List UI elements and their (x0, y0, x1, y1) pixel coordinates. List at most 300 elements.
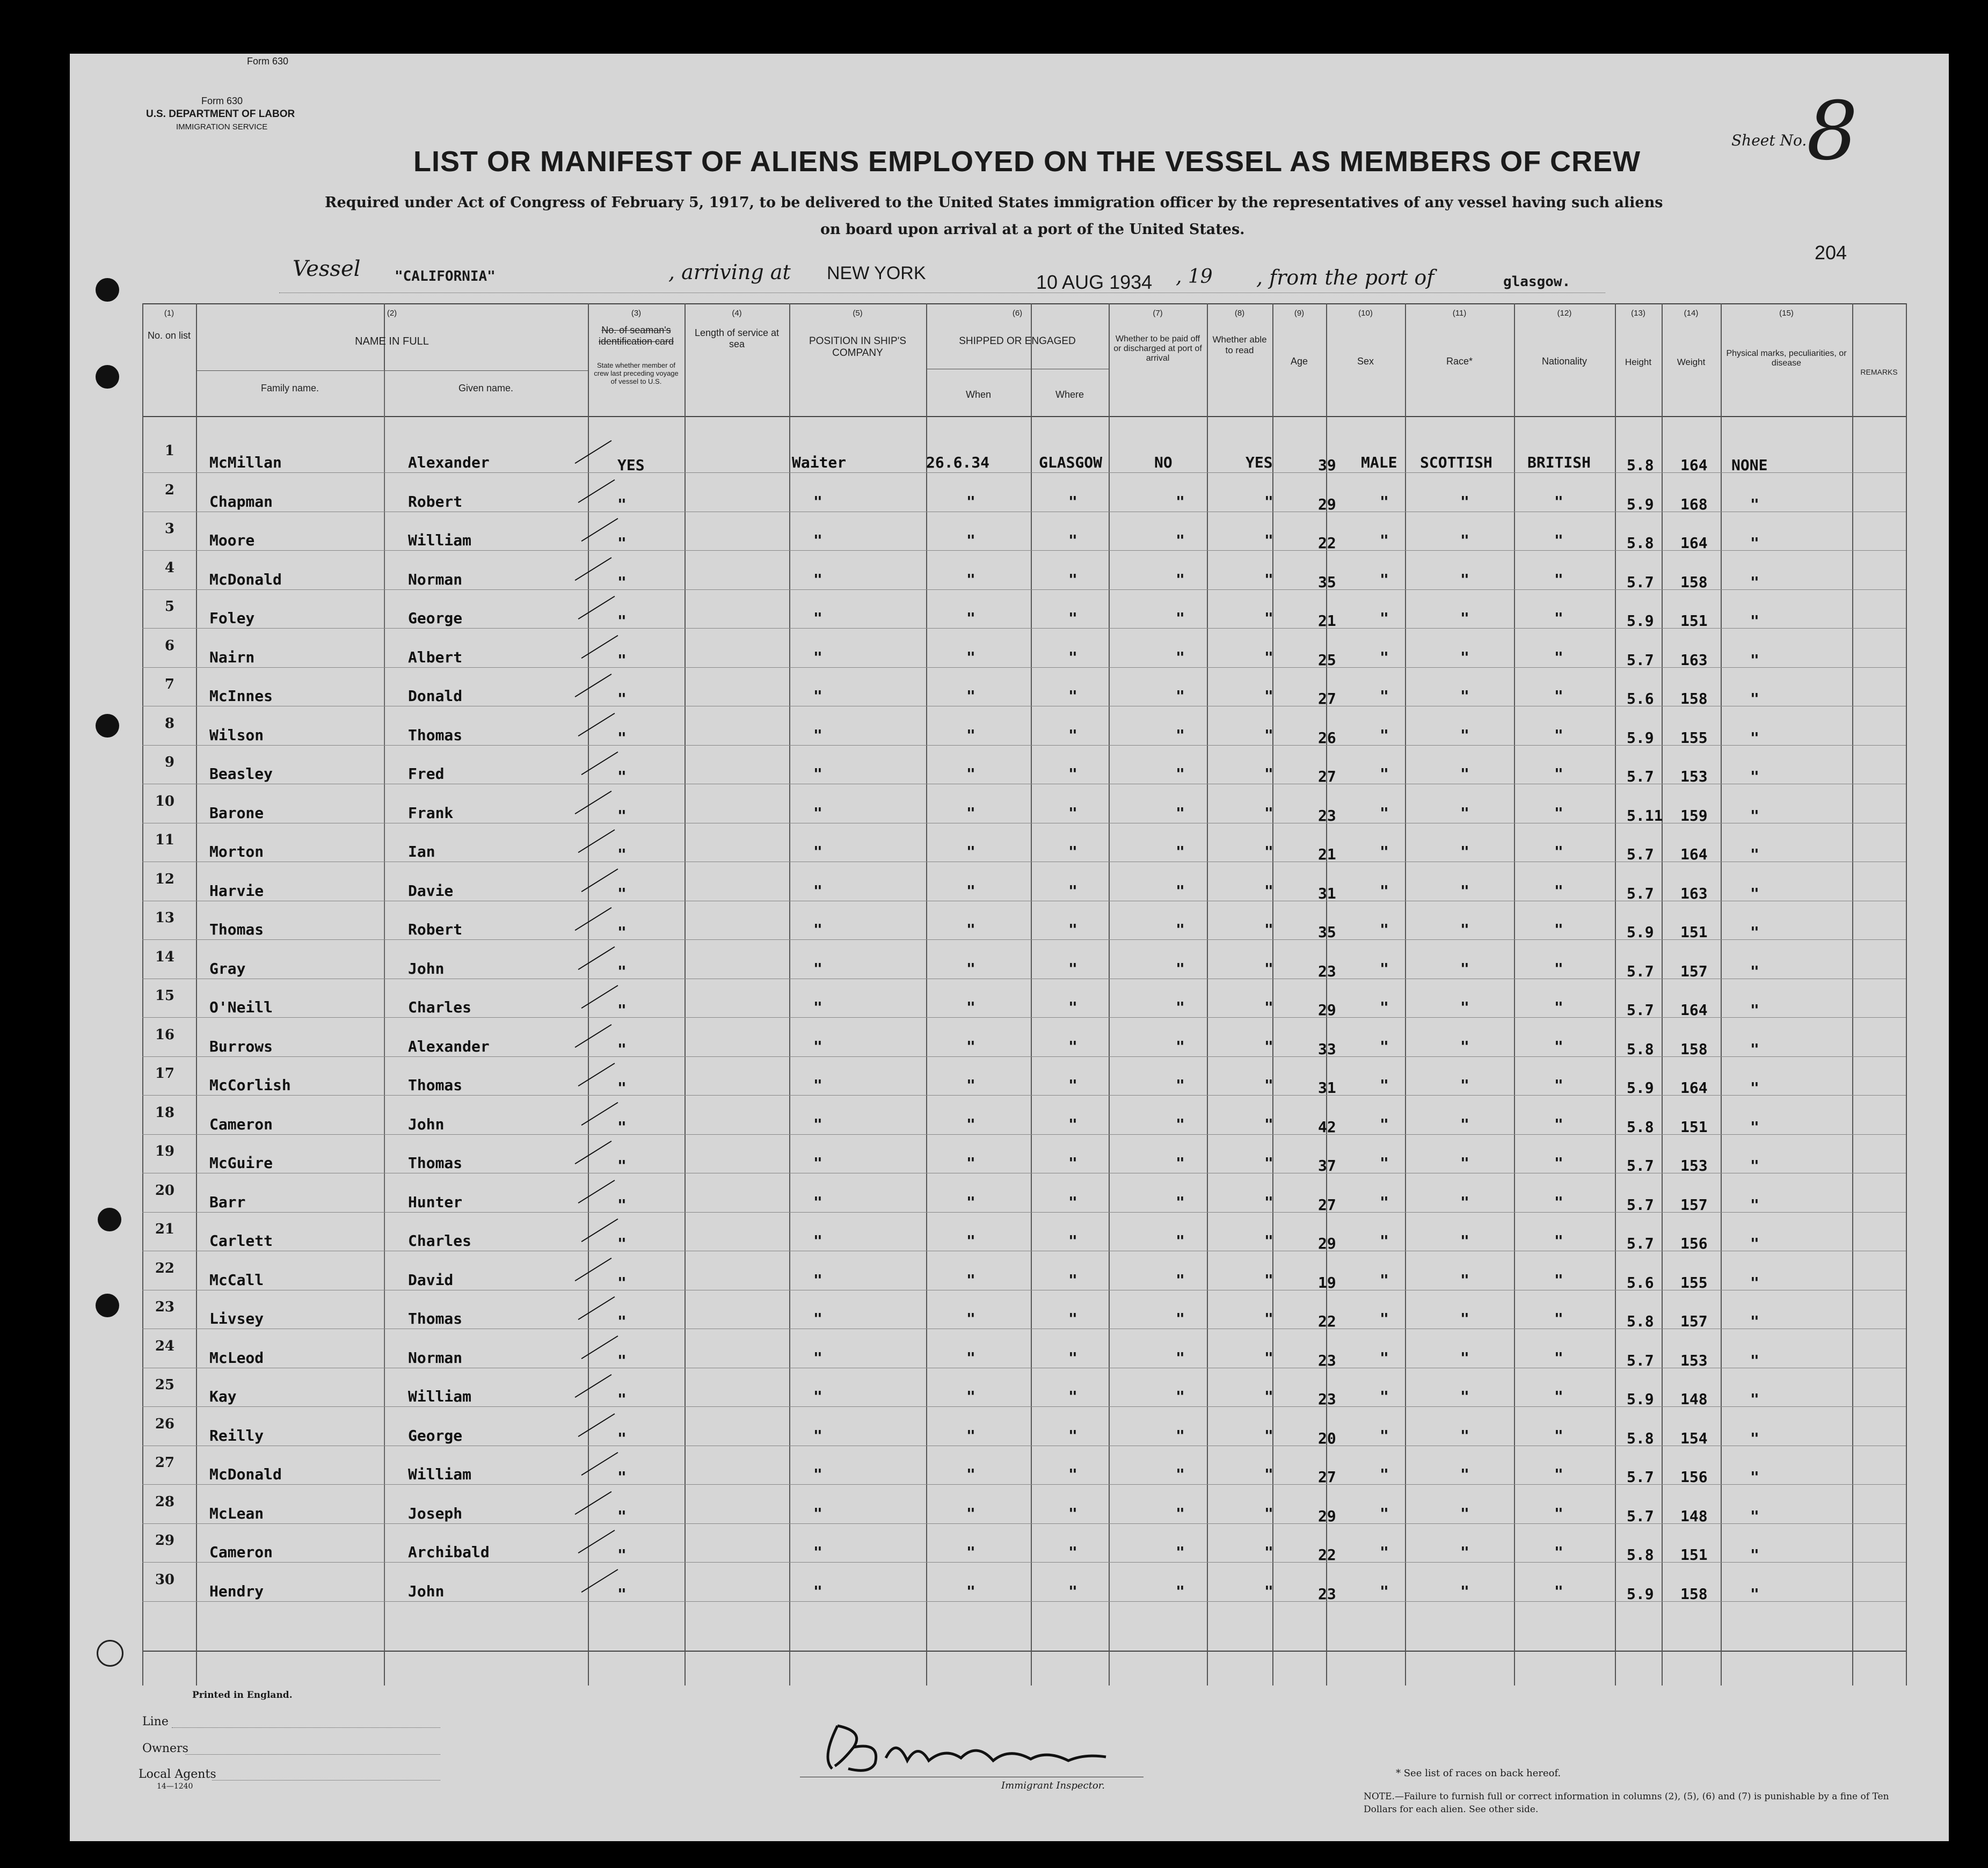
shipped-when: " (966, 1582, 975, 1600)
family-name: McDonald (209, 571, 282, 588)
weight: 155 (1680, 1274, 1708, 1291)
row-number: 21 (155, 1221, 174, 1237)
able-to-read: " (1264, 1349, 1273, 1367)
age: 25 (1318, 651, 1336, 669)
position: " (813, 1582, 822, 1600)
weight: 164 (1680, 845, 1708, 863)
penalty-note: NOTE.—Failure to furnish full or correct information in columns (2), (5), (6) and (7) is punishable by a fine of Ten Dollars for each alien. See other side. (1364, 1791, 1889, 1815)
nationality: " (1554, 1232, 1563, 1250)
nationality: " (1554, 1543, 1563, 1561)
prev-voyage: " (617, 573, 627, 591)
family-name: Foley (209, 609, 255, 627)
weight: 164 (1680, 534, 1708, 552)
race: " (1460, 998, 1469, 1016)
height: 5.7 (1627, 1157, 1654, 1174)
position: " (813, 1232, 822, 1250)
family-name: O'Neill (209, 998, 273, 1016)
given-name: Thomas (408, 726, 463, 744)
prev-voyage: " (617, 923, 627, 941)
prev-voyage: " (617, 1390, 627, 1408)
age: 37 (1318, 1157, 1336, 1174)
height: 5.9 (1627, 495, 1654, 513)
nationality: " (1554, 1271, 1563, 1289)
physical-marks: " (1750, 573, 1759, 591)
able-to-read: " (1264, 571, 1273, 588)
height: 5.9 (1627, 923, 1654, 941)
nationality: " (1554, 1349, 1563, 1367)
given-name: Norman (408, 571, 463, 588)
paid-off: " (1176, 1115, 1185, 1133)
family-name: Gray (209, 960, 246, 977)
able-to-read: " (1264, 726, 1273, 744)
given-name: John (408, 1115, 445, 1133)
binder-hole (97, 1640, 123, 1667)
shipped-when: " (966, 1154, 975, 1172)
family-name: McInnes (209, 687, 273, 705)
sex: " (1380, 1388, 1389, 1405)
shipped-when: " (966, 998, 975, 1016)
prev-voyage: " (617, 612, 627, 630)
shipped-when: " (966, 882, 975, 900)
age: 31 (1318, 1079, 1336, 1097)
shipped-when: " (966, 843, 975, 860)
sex: " (1380, 960, 1389, 977)
given-name: Fred (408, 765, 445, 783)
weight: 153 (1680, 1352, 1708, 1369)
col-header-family: Family name. (260, 383, 319, 393)
height: 5.8 (1627, 1312, 1654, 1330)
shipped-where: " (1068, 609, 1077, 627)
col-header-position: POSITION IN SHIP'S COMPANY (809, 335, 906, 359)
able-to-read: " (1264, 921, 1273, 938)
family-name: Barone (209, 804, 264, 822)
row-number: 11 (155, 832, 174, 848)
family-name: Barr (209, 1193, 246, 1211)
race: " (1460, 1076, 1469, 1094)
prev-voyage: " (617, 495, 627, 513)
position: " (813, 609, 822, 627)
prev-voyage: YES (617, 456, 645, 474)
able-to-read: " (1264, 1543, 1273, 1561)
able-to-read: " (1264, 765, 1273, 783)
given-name: William (408, 531, 472, 549)
nationality: " (1554, 609, 1563, 627)
age: 27 (1318, 1468, 1336, 1486)
shipped-when: " (966, 1076, 975, 1094)
given-name: Ian (408, 843, 435, 860)
nationality: " (1554, 921, 1563, 938)
paid-off: " (1176, 1232, 1185, 1250)
height: 5.7 (1627, 845, 1654, 863)
col-header-weight: Weight (1677, 357, 1706, 367)
given-name: Thomas (408, 1154, 463, 1172)
race: SCOTTISH (1420, 454, 1492, 471)
physical-marks: " (1750, 1001, 1759, 1019)
paid-off: " (1176, 1193, 1185, 1211)
race: " (1460, 1038, 1469, 1055)
shipped-where: " (1068, 1427, 1077, 1444)
shipped-when: " (966, 726, 975, 744)
col-header-name: NAME IN FULL (355, 335, 429, 347)
shipped-when: " (966, 960, 975, 977)
nationality: " (1554, 882, 1563, 900)
height: 5.9 (1627, 1390, 1654, 1408)
shipped-when: " (966, 804, 975, 822)
physical-marks: " (1750, 1390, 1759, 1408)
weight: 151 (1680, 1118, 1708, 1136)
page-title: LIST OR MANIFEST OF ALIENS EMPLOYED ON THE VESSEL AS MEMBERS OF CREW (413, 145, 1641, 178)
height: 5.9 (1627, 1079, 1654, 1097)
able-to-read: " (1264, 1465, 1273, 1483)
col-header-remarks: REMARKS (1860, 368, 1898, 376)
height: 5.8 (1627, 534, 1654, 552)
nationality: " (1554, 765, 1563, 783)
col-header-height: Height (1625, 357, 1652, 367)
age: 23 (1318, 1390, 1336, 1408)
physical-marks: " (1750, 1274, 1759, 1291)
given-name: Joseph (408, 1505, 463, 1522)
arriving-label: , arriving at (668, 260, 791, 284)
shipped-when: " (966, 648, 975, 666)
position: " (813, 687, 822, 705)
inspector-signature (816, 1710, 1117, 1779)
row-number: 7 (164, 676, 174, 692)
from-port-label: , from the port of (1256, 266, 1434, 289)
shipped-where: " (1068, 1543, 1077, 1561)
binder-hole (96, 714, 119, 738)
age: 35 (1318, 923, 1336, 941)
race: " (1460, 1154, 1469, 1172)
races-note: * See list of races on back hereof. (1396, 1768, 1561, 1779)
able-to-read: " (1264, 1582, 1273, 1600)
nationality: " (1554, 1115, 1563, 1133)
prev-voyage: " (617, 1001, 627, 1019)
family-name: Cameron (209, 1115, 273, 1133)
row-number: 26 (155, 1416, 174, 1432)
shipped-where: " (1068, 1349, 1077, 1367)
given-name: George (408, 1427, 463, 1444)
vessel-name: "CALIFORNIA" (395, 268, 496, 284)
shipped-where: " (1068, 1582, 1077, 1600)
nationality: " (1554, 726, 1563, 744)
position: " (813, 998, 822, 1016)
row-number: 25 (155, 1377, 174, 1393)
weight: 151 (1680, 612, 1708, 630)
able-to-read: " (1264, 648, 1273, 666)
row-number: 19 (155, 1143, 174, 1159)
physical-marks: " (1750, 1118, 1759, 1136)
position: Waiter (792, 454, 847, 471)
prev-voyage: " (617, 885, 627, 902)
sex: " (1380, 921, 1389, 938)
weight: 158 (1680, 573, 1708, 591)
prev-voyage: " (617, 690, 627, 707)
weight: 153 (1680, 768, 1708, 785)
subtitle-line-2: on board upon arrival at a port of the United States. (820, 221, 1245, 238)
paid-off: " (1176, 687, 1185, 705)
race: " (1460, 1232, 1469, 1250)
position: " (813, 1076, 822, 1094)
height: 5.7 (1627, 1468, 1654, 1486)
height: 5.6 (1627, 1274, 1654, 1291)
able-to-read: " (1264, 1193, 1273, 1211)
paid-off: " (1176, 1310, 1185, 1327)
age: 33 (1318, 1040, 1336, 1058)
shipped-when: " (966, 1193, 975, 1211)
physical-marks: " (1750, 1235, 1759, 1252)
shipped-when: " (966, 1271, 975, 1289)
departure-port: glasgow. (1503, 274, 1571, 290)
prev-voyage: " (617, 1079, 627, 1097)
race: " (1460, 1427, 1469, 1444)
paid-off: " (1176, 726, 1185, 744)
sex: " (1380, 1193, 1389, 1211)
race: " (1460, 882, 1469, 900)
paid-off: " (1176, 1465, 1185, 1483)
shipped-where: " (1068, 921, 1077, 938)
shipped-where: " (1068, 1465, 1077, 1483)
position: " (813, 921, 822, 938)
prev-voyage: " (617, 1429, 627, 1447)
sex: " (1380, 726, 1389, 744)
shipped-where: " (1068, 1505, 1077, 1522)
race: " (1460, 531, 1469, 549)
shipped-when: " (966, 687, 975, 705)
able-to-read: " (1264, 1271, 1273, 1289)
weight: 158 (1680, 1040, 1708, 1058)
crew-table: (1) No. on list (2) NAME IN FULL Family name. Given name. (3) No. of seaman's identification card State whether member of crew last preceding voyage of vessel to U.S. (4) Length of service at sea (5) POSITION IN SHIP'S COMPANY (6) SHIPPED OR ENGAGED When Where (7) Whether to be paid off or discharged at port of arrival (8) Whether able to read (9) Age (10) Sex (11) Race* (12) Nationality (13) Height (14) Weight (15) Physical marks, peculiarities, or disease REMARKS (142, 303, 1906, 1685)
shipped-where: " (1068, 1038, 1077, 1055)
shipped-where: " (1068, 1076, 1077, 1094)
position: " (813, 1349, 822, 1367)
position: " (813, 1388, 822, 1405)
agents-code: 14—1240 (157, 1782, 193, 1791)
physical-marks: " (1750, 1157, 1759, 1174)
weight: 164 (1680, 1079, 1708, 1097)
height: 5.8 (1627, 1118, 1654, 1136)
col-header-id-card: No. of seaman's identification card (598, 325, 674, 347)
race: " (1460, 648, 1469, 666)
given-name: Hunter (408, 1193, 463, 1211)
prev-voyage: " (617, 962, 627, 980)
physical-marks: " (1750, 1196, 1759, 1214)
race: " (1460, 1388, 1469, 1405)
shipped-when: " (966, 765, 975, 783)
shipped-where: GLASGOW (1039, 454, 1103, 471)
nationality: " (1554, 571, 1563, 588)
height: 5.7 (1627, 962, 1654, 980)
sex: " (1380, 1582, 1389, 1600)
row-number: 29 (155, 1533, 174, 1549)
physical-marks: " (1750, 1040, 1759, 1058)
binder-hole (96, 1294, 119, 1317)
row-number: 27 (155, 1455, 174, 1471)
shipped-where: " (1068, 960, 1077, 977)
age: 29 (1318, 1507, 1336, 1525)
age: 29 (1318, 495, 1336, 513)
row-number: 8 (164, 716, 174, 732)
row-number: 15 (155, 988, 174, 1004)
row-number: 6 (164, 638, 174, 654)
nationality: " (1554, 804, 1563, 822)
weight: 163 (1680, 885, 1708, 902)
race: " (1460, 1543, 1469, 1561)
shipped-when: " (966, 1349, 975, 1367)
row-number: 16 (155, 1027, 174, 1043)
paid-off: " (1176, 1388, 1185, 1405)
physical-marks: " (1750, 612, 1759, 630)
able-to-read: " (1264, 531, 1273, 549)
family-name: Nairn (209, 648, 255, 666)
prev-voyage: " (617, 807, 627, 824)
able-to-read: " (1264, 493, 1273, 510)
col-header-nationality: Nationality (1541, 356, 1588, 367)
shipped-when: " (966, 531, 975, 549)
height: 5.7 (1627, 1235, 1654, 1252)
weight: 157 (1680, 1196, 1708, 1214)
printed-note: Printed in England. (192, 1690, 293, 1701)
age: 27 (1318, 768, 1336, 785)
height: 5.9 (1627, 1585, 1654, 1603)
age: 20 (1318, 1429, 1336, 1447)
family-name: Kay (209, 1388, 237, 1405)
prev-voyage: " (617, 845, 627, 863)
prev-voyage: " (617, 1312, 627, 1330)
shipped-where: " (1068, 843, 1077, 860)
age: 27 (1318, 690, 1336, 707)
shipped-where: " (1068, 648, 1077, 666)
prev-voyage: " (617, 1507, 627, 1525)
given-name: Donald (408, 687, 463, 705)
family-name: McLean (209, 1505, 264, 1522)
row-number: 30 (155, 1572, 174, 1588)
position: " (813, 531, 822, 549)
height: 5.8 (1627, 1040, 1654, 1058)
position: " (813, 960, 822, 977)
weight: 164 (1680, 456, 1708, 474)
weight: 154 (1680, 1429, 1708, 1447)
age: 21 (1318, 845, 1336, 863)
owners-label: Owners (142, 1742, 188, 1755)
height: 5.7 (1627, 1507, 1654, 1525)
shipped-when: " (966, 1505, 975, 1522)
vessel-label: Vessel (293, 257, 361, 281)
weight: 148 (1680, 1390, 1708, 1408)
race: " (1460, 1349, 1469, 1367)
subtitle-line-1: Required under Act of Congress of February 5, 1917, to be delivered to the United States immigration officer by the representatives of any vessel having such aliens (325, 194, 1663, 211)
sex: " (1380, 531, 1389, 549)
weight: 159 (1680, 807, 1708, 824)
local-agents-label: Local Agents (139, 1768, 216, 1781)
col-header-shipped: SHIPPED OR ENGAGED (959, 335, 1076, 347)
family-name: Beasley (209, 765, 273, 783)
prev-voyage: " (617, 1118, 627, 1136)
weight: 148 (1680, 1507, 1708, 1525)
shipped-where: " (1068, 1388, 1077, 1405)
age: 22 (1318, 534, 1336, 552)
weight: 156 (1680, 1235, 1708, 1252)
position: " (813, 1193, 822, 1211)
prev-voyage: " (617, 1235, 627, 1252)
shipped-where: " (1068, 1154, 1077, 1172)
nationality: " (1554, 1076, 1563, 1094)
shipped-when: " (966, 493, 975, 510)
row-number: 20 (155, 1183, 174, 1199)
age: 23 (1318, 962, 1336, 980)
sheet-number: 8 (1807, 85, 1858, 178)
age: 35 (1318, 573, 1336, 591)
position: " (813, 726, 822, 744)
col-header-when: When (965, 389, 992, 400)
position: " (813, 843, 822, 860)
race: " (1460, 1310, 1469, 1327)
sex: " (1380, 1076, 1389, 1094)
able-to-read: " (1264, 1427, 1273, 1444)
given-name: Robert (408, 921, 463, 938)
prev-voyage: " (617, 768, 627, 785)
paid-off: " (1176, 804, 1185, 822)
position: " (813, 1115, 822, 1133)
row-number: 9 (164, 754, 174, 770)
row-number: 4 (164, 560, 174, 576)
height: 5.7 (1627, 1196, 1654, 1214)
family-name: McMillan (209, 454, 282, 471)
able-to-read: " (1264, 960, 1273, 977)
given-name: Charles (408, 998, 472, 1016)
age: 22 (1318, 1546, 1336, 1564)
able-to-read: " (1264, 998, 1273, 1016)
prev-voyage: " (617, 1040, 627, 1058)
col-header-age: Age (1290, 356, 1308, 367)
shipped-when: " (966, 1310, 975, 1327)
age: 39 (1318, 456, 1336, 474)
weight: 163 (1680, 651, 1708, 669)
physical-marks: " (1750, 807, 1759, 824)
race: " (1460, 1505, 1469, 1522)
physical-marks: " (1750, 495, 1759, 513)
age: 21 (1318, 612, 1336, 630)
prev-voyage: " (617, 1196, 627, 1214)
shipped-when: " (966, 609, 975, 627)
row-number: 1 (164, 443, 174, 459)
shipped-where: " (1068, 882, 1077, 900)
row-number: 10 (155, 793, 174, 809)
shipped-when: " (966, 921, 975, 938)
family-name: Thomas (209, 921, 264, 938)
position: " (813, 1271, 822, 1289)
height: 5.7 (1627, 885, 1654, 902)
race: " (1460, 726, 1469, 744)
shipped-when: " (966, 1427, 975, 1444)
shipped-where: " (1068, 1271, 1077, 1289)
paid-off: " (1176, 921, 1185, 938)
family-name: McCall (209, 1271, 264, 1289)
weight: 168 (1680, 495, 1708, 513)
race: " (1460, 493, 1469, 510)
nationality: " (1554, 1154, 1563, 1172)
able-to-read: " (1264, 1076, 1273, 1094)
paid-off: " (1176, 1154, 1185, 1172)
height: 5.7 (1627, 1001, 1654, 1019)
service: IMMIGRATION SERVICE (176, 122, 268, 132)
able-to-read: " (1264, 1154, 1273, 1172)
nationality: " (1554, 493, 1563, 510)
given-name: William (408, 1388, 472, 1405)
family-name: Wilson (209, 726, 264, 744)
sex: " (1380, 882, 1389, 900)
physical-marks: " (1750, 690, 1759, 707)
position: " (813, 1427, 822, 1444)
